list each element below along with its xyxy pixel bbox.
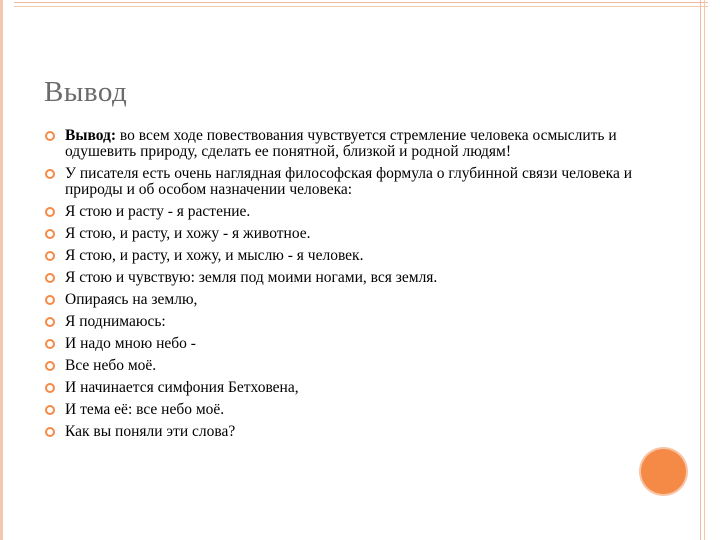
item-text: Как вы поняли эти слова? xyxy=(65,423,236,440)
ring-bullet-icon xyxy=(44,426,56,438)
ring-bullet-icon xyxy=(44,404,56,416)
ring-bullet-icon xyxy=(44,382,56,394)
list-item xyxy=(44,314,644,330)
list-item xyxy=(44,380,644,396)
list-item xyxy=(44,204,644,220)
item-text: Я стою и чувствую: земля под моими ногами, вся земля. xyxy=(65,269,438,286)
ring-bullet-icon xyxy=(44,294,56,306)
list-item xyxy=(44,226,644,242)
ring-bullet-icon xyxy=(44,360,56,372)
list-item xyxy=(44,336,644,352)
ring-bullet-icon xyxy=(44,130,56,142)
ring-bullet-icon xyxy=(44,338,56,350)
top-decor-lines xyxy=(14,0,708,14)
list-item xyxy=(44,166,644,198)
item-text: во всем ходе повествования чувствуется стремление человека осмыслить и одушевить природу, сделать ее понятной, близкой и родной людям! xyxy=(65,127,617,160)
ring-bullet-icon xyxy=(44,206,56,218)
item-text: И начинается симфония Бетховена, xyxy=(65,379,299,396)
list-item xyxy=(44,424,644,440)
right-decor-lines xyxy=(700,0,708,540)
item-text: Я поднимаюсь: xyxy=(65,313,166,330)
item-text: У писателя есть очень наглядная философская формула о глубинной связи человека и природы и об особом назначении человека: xyxy=(65,165,632,198)
list-item xyxy=(44,402,644,418)
ring-bullet-icon xyxy=(44,316,56,328)
list-item xyxy=(44,270,644,286)
ring-bullet-icon xyxy=(44,168,56,180)
ring-bullet-icon xyxy=(44,228,56,240)
item-lead: Вывод: xyxy=(65,127,117,144)
item-text: Все небо моё. xyxy=(65,357,157,374)
item-text: Я стою и расту - я растение. xyxy=(65,203,251,220)
item-text: Я стою, и расту, и хожу - я животное. xyxy=(65,225,311,242)
item-text: И тема её: все небо моё. xyxy=(65,401,225,418)
slide-title: Вывод xyxy=(44,76,128,108)
item-text: И надо мною небо - xyxy=(65,335,196,352)
ring-bullet-icon xyxy=(44,272,56,284)
item-text: Опираясь на землю, xyxy=(65,291,198,308)
decorative-orange-circle xyxy=(641,449,686,494)
list-item xyxy=(44,358,644,374)
bullet-list xyxy=(44,128,644,446)
list-item xyxy=(44,248,644,264)
list-item xyxy=(44,128,644,160)
ring-bullet-icon xyxy=(44,250,56,262)
list-item xyxy=(44,292,644,308)
item-text: Я стою, и расту, и хожу, и мыслю - я человек. xyxy=(65,247,364,264)
